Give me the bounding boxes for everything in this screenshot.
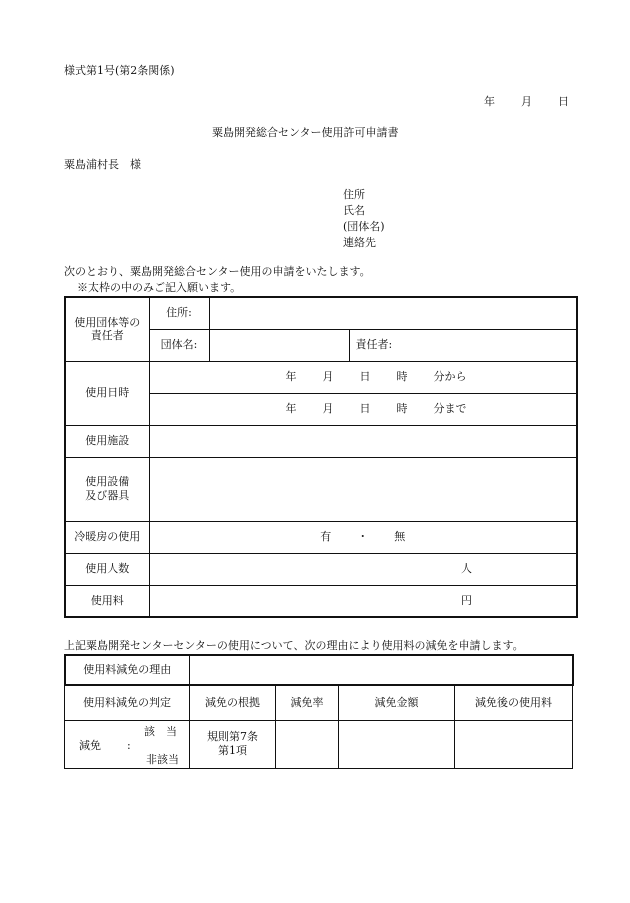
applicant-block: [343, 187, 385, 251]
people-field[interactable]: [149, 553, 577, 585]
reduction-word-line: [79, 739, 131, 753]
fee-unit: 円: [461, 593, 472, 607]
responsible-label-line1: 使用団体等の: [74, 315, 141, 329]
dt-until-year: 年: [285, 402, 297, 416]
dt-from-year: 年: [285, 370, 297, 384]
reason-label: 使用料減免の理由: [65, 655, 189, 685]
facility-field[interactable]: [149, 425, 577, 457]
header-judgement: 使用料減免の判定: [65, 686, 190, 720]
applicant-contact-label: 連絡先: [343, 236, 376, 249]
fee-label: 使用料: [65, 585, 149, 617]
address-label: 住所:: [149, 297, 209, 329]
facility-label: 使用施設: [65, 425, 149, 457]
intro-text: 次のとおり、粟島開発総合センター使用の申請をいたします。: [64, 265, 371, 278]
equipment-label-cell: [65, 457, 149, 521]
recipient: 粟島浦村長 様: [64, 158, 141, 171]
header-fee-after: 減免後の使用料: [455, 686, 573, 720]
basis-line2: 第1項: [218, 744, 247, 757]
equipment-label-line2: 及び器具: [85, 489, 130, 502]
dt-from-day: 日: [359, 370, 371, 384]
reduction-colon: :: [127, 738, 131, 752]
applicant-name-label: 氏名: [343, 204, 365, 217]
reduction-judgement-table: [64, 686, 573, 769]
date-year: 年: [484, 95, 495, 108]
date-month: 月: [521, 95, 532, 108]
dt-until-month: 月: [322, 402, 334, 416]
dt-until-day: 日: [359, 402, 371, 416]
rate-field[interactable]: [276, 720, 339, 768]
reduction-word: 減免: [79, 738, 101, 752]
reduction-intro: 上記粟島開発センターセンターの使用について、次の理由により使用料の減免を申請します。: [64, 639, 524, 652]
fee-after-field[interactable]: [455, 720, 573, 768]
header-amount: 減免金額: [339, 686, 455, 720]
form-number: 様式第1号(第2条関係): [64, 64, 175, 77]
heating-label: 冷暖房の使用: [65, 521, 149, 553]
group-field[interactable]: [209, 329, 349, 361]
applicant-address-label: 住所: [343, 188, 365, 201]
dt-from-month: 月: [322, 370, 334, 384]
applicant-group-label: (団体名): [343, 220, 385, 233]
datetime-until-row[interactable]: [149, 393, 577, 425]
heating-separator: ・: [357, 530, 369, 544]
dt-until-suffix: 分まで: [433, 402, 467, 416]
people-unit: 人: [461, 562, 472, 576]
dt-from-hour: 時: [396, 370, 408, 384]
amount-field[interactable]: [339, 720, 455, 768]
heating-no[interactable]: 無: [394, 530, 406, 544]
application-table: [64, 296, 578, 618]
responsible-label-cell: [65, 297, 149, 361]
equipment-field[interactable]: [149, 457, 577, 521]
note-text: ※太枠の中のみご記入願います。: [77, 281, 242, 294]
equipment-label-line1: 使用設備: [85, 475, 130, 489]
header-basis: 減免の根拠: [190, 686, 276, 720]
people-label: 使用人数: [65, 553, 149, 585]
judgement-cell[interactable]: [65, 720, 190, 768]
person-label: 責任者:: [355, 338, 393, 352]
basis-cell: [190, 720, 276, 768]
applicable-option[interactable]: 該 当: [144, 724, 177, 738]
heating-choice[interactable]: [149, 521, 577, 553]
datetime-label: 使用日時: [65, 361, 149, 425]
dt-until-hour: 時: [396, 402, 408, 416]
reduction-reason-table: [64, 654, 574, 686]
heating-yes[interactable]: 有: [320, 530, 332, 544]
address-field[interactable]: [209, 297, 577, 329]
date-line: [484, 95, 569, 109]
not-applicable-option[interactable]: 非該当: [146, 752, 179, 766]
datetime-from-row[interactable]: [149, 361, 577, 393]
fee-field[interactable]: [149, 585, 577, 617]
page-title: 粟島開発総合センター使用許可申請書: [212, 126, 399, 139]
person-cell[interactable]: [349, 329, 577, 361]
responsible-label-line2: 責任者: [90, 329, 124, 343]
reason-field[interactable]: [189, 655, 573, 685]
header-rate: 減免率: [276, 686, 339, 720]
basis-line1: 規則第7条: [207, 730, 258, 744]
group-label: 団体名:: [149, 329, 209, 361]
date-day: 日: [558, 95, 569, 108]
dt-from-suffix: 分から: [433, 370, 467, 384]
